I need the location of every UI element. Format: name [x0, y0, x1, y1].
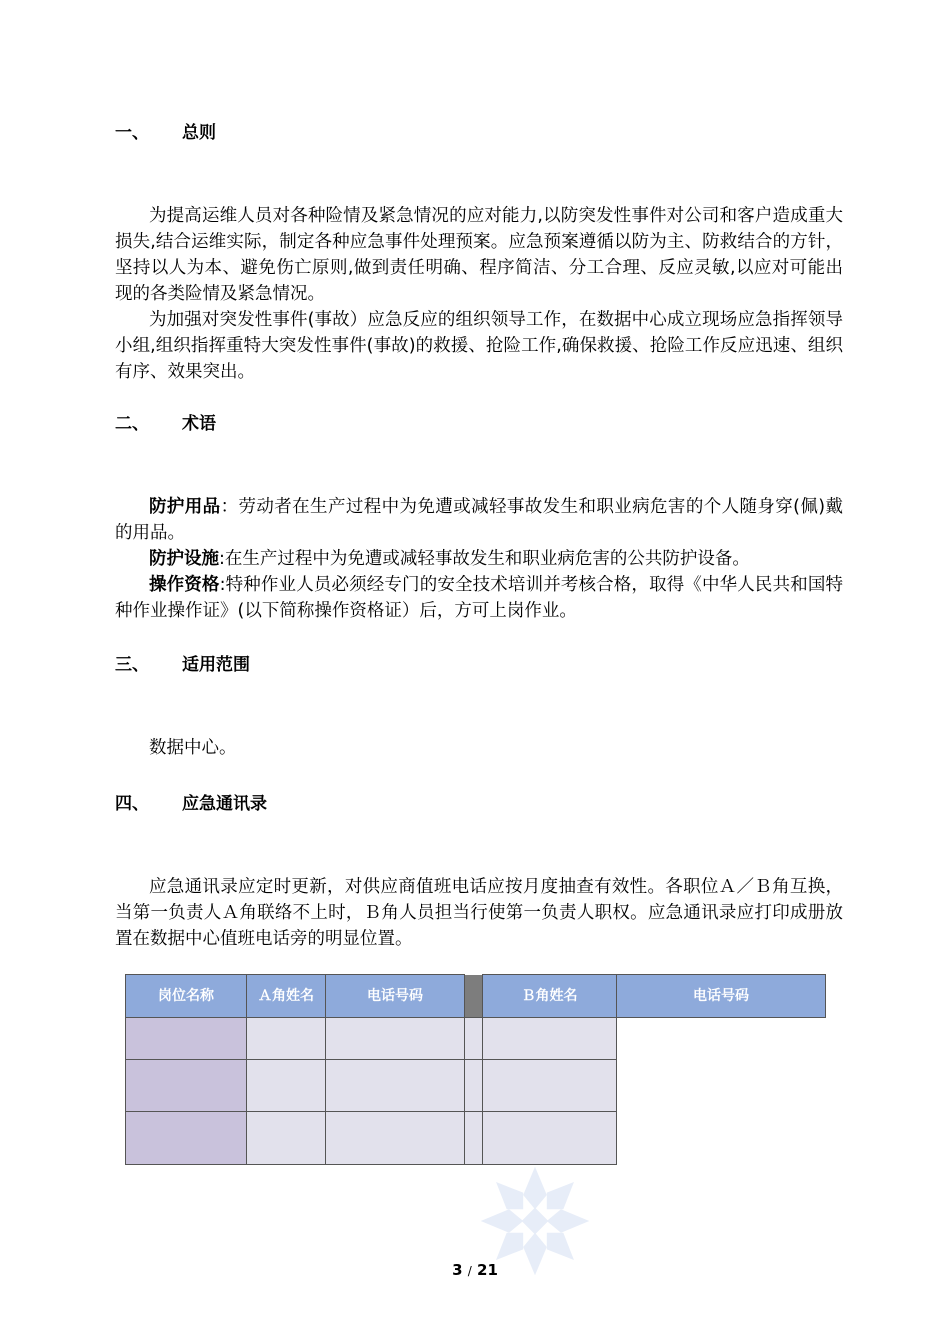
table-row — [126, 1060, 826, 1112]
current-page: 3 — [452, 1261, 463, 1279]
header-b-name: Ｂ角姓名 — [483, 975, 617, 1018]
section-number: 二、 — [115, 414, 149, 434]
section-number: 四、 — [115, 794, 149, 814]
b-name-cell[interactable] — [465, 1112, 483, 1165]
table-row — [126, 1112, 826, 1165]
a-name-cell[interactable] — [247, 1060, 326, 1112]
b-name-cell[interactable] — [465, 1018, 483, 1060]
term-label: 防护设施 — [149, 549, 219, 569]
contact-table-header-row — [126, 975, 826, 1018]
term-definition: 劳动者在生产过程中为免遭或减轻事故发生和职业病危害的个人随身穿(佩)戴的用品。 — [115, 497, 844, 543]
page-number — [0, 1261, 950, 1279]
a-phone-cell[interactable] — [326, 1060, 465, 1112]
section-title: 适用范围 — [182, 655, 250, 675]
b-name-cell[interactable] — [465, 1060, 483, 1112]
section-heading-general — [115, 118, 216, 143]
section-heading-terms — [115, 409, 216, 434]
section-heading-contacts — [115, 789, 267, 814]
b-phone-cell[interactable] — [483, 1018, 617, 1060]
position-cell[interactable] — [126, 1112, 247, 1165]
a-phone-cell[interactable] — [326, 1018, 465, 1060]
header-position: 岗位名称 — [126, 975, 247, 1018]
position-cell[interactable] — [126, 1018, 247, 1060]
section-number: 一、 — [115, 123, 149, 143]
terms-body — [115, 494, 843, 624]
general-paragraph-2: 为加强对突发性事件(事故）应急反应的组织领导工作，在数据中心成立现场应急指挥领导小组,组织指挥重特大突发性事件(事故)的救援、抢险工作,确保救援、抢险工作反应迅速、组织有序、效果突出。 — [115, 310, 843, 382]
contact-table — [125, 974, 826, 1165]
table-row — [126, 1018, 826, 1060]
contacts-text: 应急通讯录应定时更新，对供应商值班电话应按月度抽查有效性。各职位Ａ／Ｂ角互换，当第一负责人Ａ角联络不上时，Ｂ角人员担当行使第一负责人职权。应急通讯录应打印成册放置在数据中心值班电话旁的明显位置。 — [115, 877, 843, 949]
general-paragraph-1: 为提高运维人员对各种险情及紧急情况的应对能力,以防突发性事件对公司和客户造成重大损失,结合运维实际，制定各种应急事件处理预案。应急预案遵循以防为主、防救结合的方针，坚持以人为本、避免伤亡原则,做到责任明确、程序简洁、分工合理、反应灵敏,以应对可能出现的各类险情及紧急情况。 — [115, 206, 843, 304]
scope-text: 数据中心。 — [149, 738, 237, 758]
total-pages: 21 — [477, 1261, 498, 1279]
term-item — [115, 572, 843, 624]
b-phone-cell[interactable] — [483, 1060, 617, 1112]
section-title: 总则 — [182, 123, 216, 143]
column-separator — [465, 975, 483, 1018]
term-separator: : — [219, 575, 226, 595]
a-name-cell[interactable] — [247, 1018, 326, 1060]
term-separator: : — [219, 549, 225, 569]
section-number: 三、 — [115, 655, 149, 675]
section-title: 术语 — [182, 414, 216, 434]
header-a-phone: 电话号码 — [326, 975, 465, 1018]
section-heading-scope — [115, 650, 250, 675]
header-b-phone: 电话号码 — [617, 975, 826, 1018]
a-name-cell[interactable] — [247, 1112, 326, 1165]
section-title: 应急通讯录 — [182, 794, 267, 814]
contacts-body — [115, 874, 843, 952]
position-cell[interactable] — [126, 1060, 247, 1112]
b-phone-cell[interactable] — [483, 1112, 617, 1165]
term-definition: 特种作业人员必须经专门的安全技术培训并考核合格，取得《中华人民共和国特种作业操作证》(以下简称操作资格证）后，方可上岗作业。 — [115, 575, 844, 621]
scope-body — [115, 735, 843, 761]
term-definition: 在生产过程中为免遭或减轻事故发生和职业病危害的公共防护设备。 — [224, 549, 750, 569]
general-body — [115, 203, 843, 385]
term-label: 操作资格 — [149, 575, 220, 595]
term-item — [115, 546, 843, 572]
term-label: 防护用品 — [149, 497, 221, 517]
page-slash: / — [467, 1264, 472, 1278]
a-phone-cell[interactable] — [326, 1112, 465, 1165]
term-separator: ： — [220, 497, 239, 517]
header-a-name: Ａ角姓名 — [247, 975, 326, 1018]
term-item — [115, 494, 843, 546]
